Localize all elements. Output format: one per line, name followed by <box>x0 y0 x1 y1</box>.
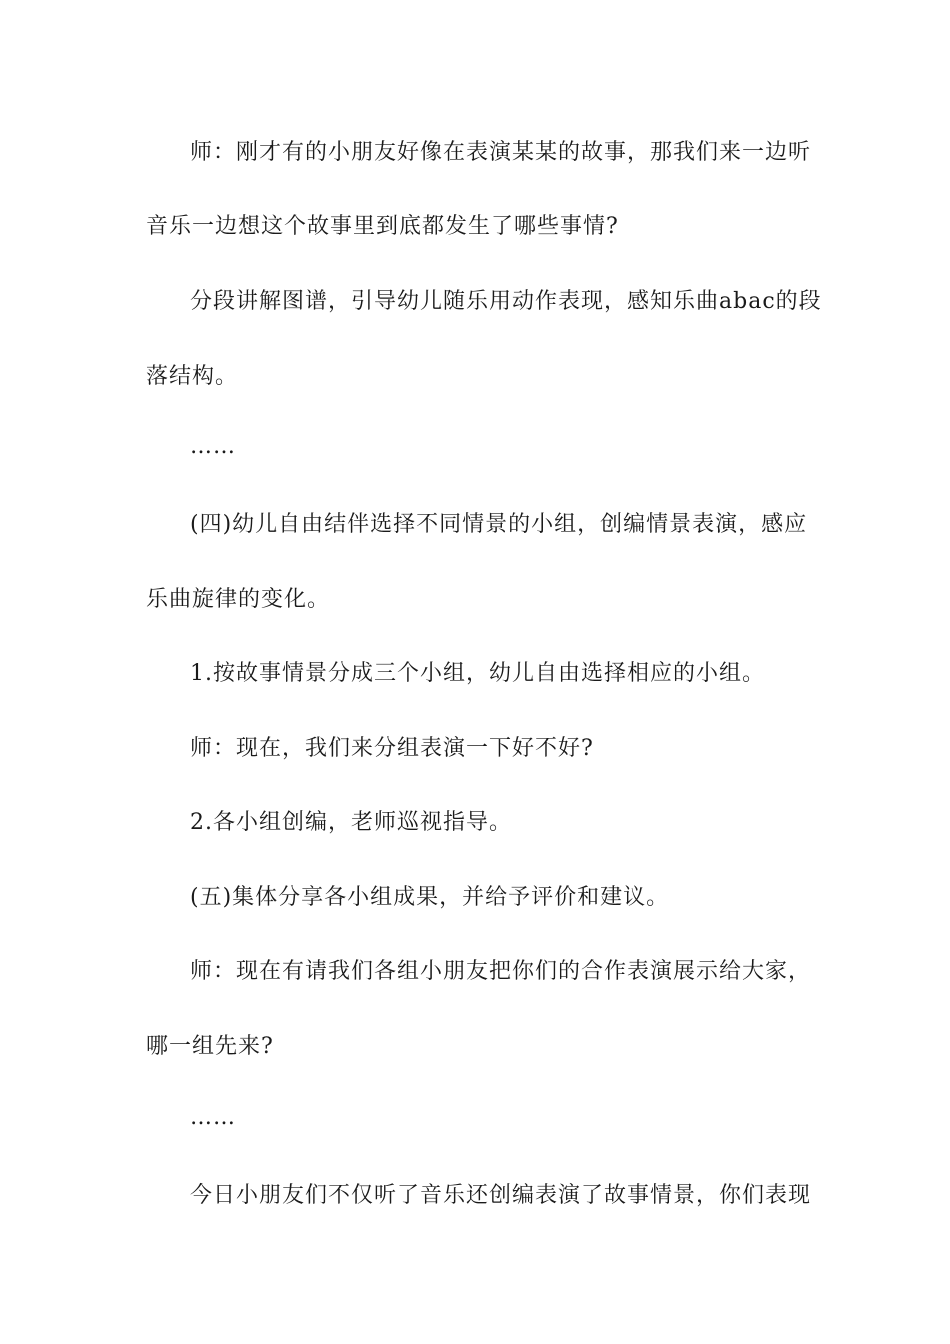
paragraph-2-line-1: 分段讲解图谱，引导幼儿随乐用动作表现，感知乐曲abac的段 <box>190 289 822 314</box>
ellipsis-1: …… <box>190 434 236 459</box>
paragraph-6: 师：现在，我们来分组表演一下好不好? <box>190 736 594 761</box>
paragraph-5: 1.按故事情景分成三个小组，幼儿自由选择相应的小组。 <box>190 661 765 686</box>
paragraph-4-line-2: 乐曲旋律的变化。 <box>146 587 331 612</box>
paragraph-9-line-2: 哪一组先来? <box>146 1034 274 1059</box>
paragraph-9-line-1: 师：现在有请我们各组小朋友把你们的合作表演展示给大家， <box>190 959 812 984</box>
ellipsis-2: …… <box>190 1105 236 1130</box>
paragraph-2-line-2: 落结构。 <box>146 364 239 389</box>
paragraph-8: (五)集体分享各小组成果，并给予评价和建议。 <box>190 885 670 910</box>
paragraph-4-line-1: (四)幼儿自由结伴选择不同情景的小组，创编情景表演，感应 <box>190 512 808 537</box>
paragraph-7: 2.各小组创编，老师巡视指导。 <box>190 810 512 835</box>
paragraph-1-line-2: 音乐一边想这个故事里到底都发生了哪些事情? <box>146 214 619 239</box>
paragraph-1-line-1: 师：刚才有的小朋友好像在表演某某的故事，那我们来一边听 <box>190 140 812 165</box>
paragraph-11-line-1: 今日小朋友们不仅听了音乐还创编表演了故事情景，你们表现 <box>190 1183 812 1208</box>
